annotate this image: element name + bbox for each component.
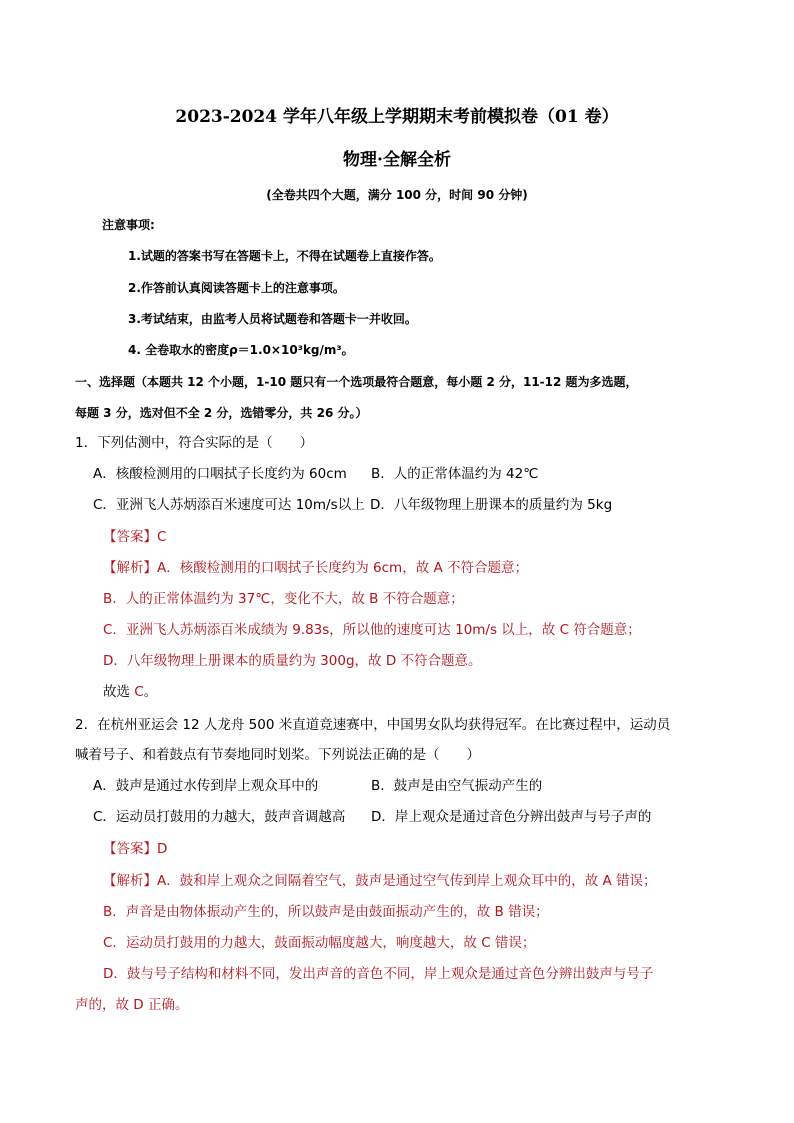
- q1-option-b: B．人的正常体温约为 42℃: [371, 466, 539, 482]
- page-title: 2023-2024 学年八年级上学期期末考前模拟卷（01 卷）: [175, 107, 619, 127]
- answer-tag: 【答案】: [103, 529, 157, 545]
- q2-stem-line-1: 2．在杭州亚运会 12 人龙舟 500 米直道竞速赛中，中国男女队均获得冠军。在比赛过程中，运动员: [75, 717, 671, 733]
- q2-option-d: D．岸上观众是通过音色分辨出鼓声与号子声的: [371, 809, 652, 825]
- q2-analysis-line-1: [103, 872, 657, 890]
- q1-analysis-line-4: D．八年级物理上册课本的质量约为 300g，故 D 不符合题意。: [103, 653, 482, 669]
- q1-option-a: A．核酸检测用的口咽拭子长度约为 60cm: [93, 466, 347, 482]
- answer-value: D: [157, 841, 168, 857]
- q2-stem-line-2: 喊着号子、和着鼓点有节奏地同时划桨。下列说法正确的是（ ）: [75, 747, 480, 763]
- q1-analysis-line-1: [103, 559, 528, 577]
- note-item-4: 4. 全卷取水的密度ρ＝1.0×10³kg/m³。: [128, 343, 354, 357]
- answer-value: C: [157, 529, 167, 545]
- answer-tag: 【答案】: [103, 841, 157, 857]
- q1-answer-line: [103, 528, 166, 546]
- q1-conclusion: [103, 683, 157, 701]
- analysis-tag: 【解析】: [103, 873, 157, 889]
- q1-analysis-line-2: B．人的正常体温约为 37℃，变化不大，故 B 不符合题意；: [103, 591, 464, 607]
- q1-option-d: D．八年级物理上册课本的质量约为 5kg: [370, 497, 613, 513]
- note-item-3: 3.考试结束，由监考人员将试题卷和答题卡一并收回。: [128, 312, 417, 326]
- conclusion-answer: C: [134, 684, 144, 700]
- q2-analysis-line-2: B．声音是由物体振动产生的，所以鼓声是由鼓面振动产生的，故 B 错误；: [103, 904, 549, 920]
- analysis-text: A．核酸检测用的口咽拭子长度约为 6cm，故 A 不符合题意；: [157, 560, 529, 576]
- q1-option-c: C．亚洲飞人苏炳添百米速度可达 10m/s以上: [93, 497, 365, 513]
- exam-scope: (全卷共四个大题，满分 100 分，时间 90 分钟): [266, 188, 528, 202]
- q2-answer-line: [103, 840, 167, 858]
- note-item-1: 1.试题的答案书写在答题卡上，不得在试题卷上直接作答。: [128, 249, 441, 263]
- conclusion-prefix: 故选: [103, 684, 135, 700]
- q1-stem: 1．下列估测中，符合实际的是（ ）: [75, 435, 314, 451]
- q2-analysis-line-4: D．鼓与号子结构和材料不同，发出声音的音色不同，岸上观众是通过音色分辨出鼓声与号子: [103, 966, 654, 982]
- section-heading-cont: 每题 3 分，选对但不全 2 分，选错零分，共 26 分。）: [75, 406, 368, 420]
- q2-analysis-line-5: 声的，故 D 正确。: [75, 997, 189, 1013]
- page-subtitle: 物理·全解全析: [343, 150, 451, 170]
- analysis-tag: 【解析】: [103, 560, 157, 576]
- conclusion-suffix: 。: [143, 684, 158, 700]
- q2-option-c: C．运动员打鼓用的力越大，鼓声音调越高: [93, 809, 346, 825]
- note-item-2: 2.作答前认真阅读答题卡上的注意事项。: [128, 281, 345, 295]
- analysis-text: A．鼓和岸上观众之间隔着空气，鼓声是通过空气传到岸上观众耳中的，故 A 错误；: [157, 873, 657, 889]
- q2-analysis-line-3: C．运动员打鼓用的力越大，鼓面振动幅度越大，响度越大，故 C 错误；: [103, 935, 536, 951]
- notes-heading: 注意事项:: [102, 218, 155, 232]
- q1-analysis-line-3: C．亚洲飞人苏炳添百米成绩为 9.83s，所以他的速度可达 10m/s 以上，故 C 符合题意；: [103, 622, 641, 638]
- section-heading: 一、选择题（本题共 12 个小题，1-10 题只有一个选项最符合题意，每小题 2 分，11-12 题为多选题，: [75, 375, 638, 389]
- q2-option-a: A．鼓声是通过水传到岸上观众耳中的: [93, 778, 319, 794]
- q2-option-b: B．鼓声是由空气振动产生的: [371, 778, 543, 794]
